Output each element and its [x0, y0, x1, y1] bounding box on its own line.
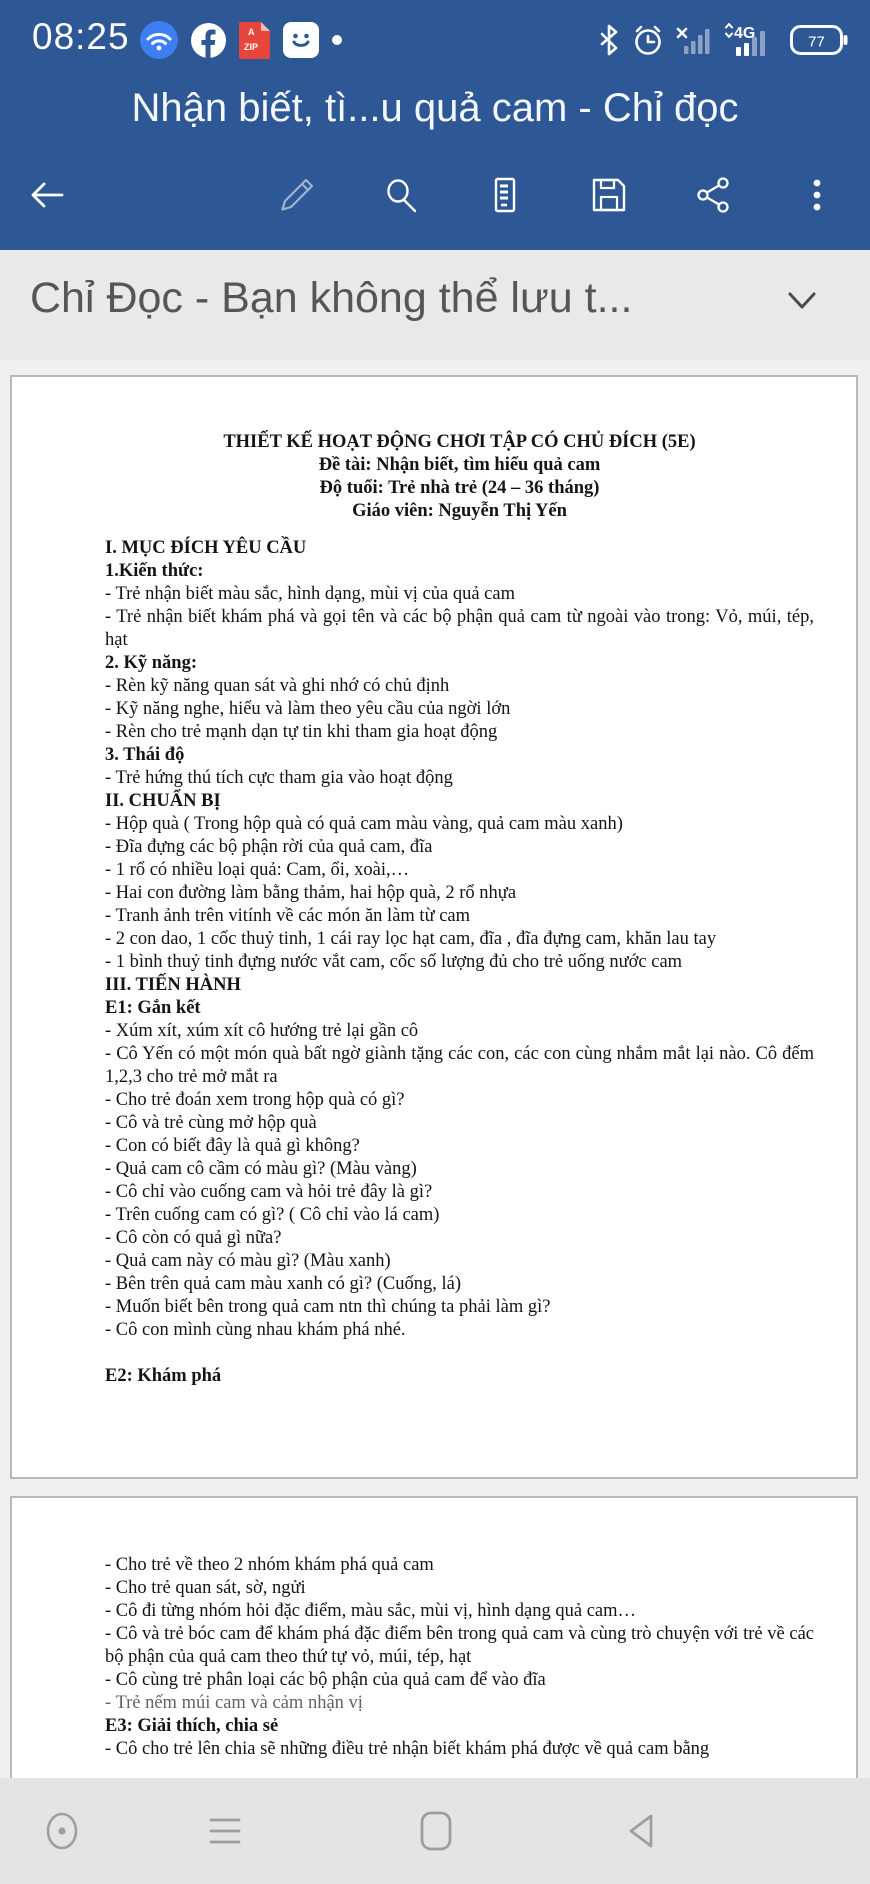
doc-line: - Cô Yến có một món quà bất ngờ giành tặng các con, các con cùng nhắm mắt lại nào. Cô đếm 1,2,3 cho trẻ mở mắt ra [105, 1044, 814, 1087]
battery-percent-label: 77 [808, 33, 825, 51]
mobile-view-button[interactable] [482, 172, 528, 218]
doc-line: - Con có biết đây là quả gì không? [105, 1136, 360, 1156]
banner-expand-button[interactable] [782, 288, 822, 318]
toolbar [0, 152, 870, 238]
doc-line: - Xúm xít, xúm xít cô hướng trẻ lại gần cô [105, 1021, 419, 1041]
home-icon [420, 1809, 452, 1853]
notification-dot-icon [332, 35, 342, 45]
doc-line: - Cho trẻ đoán xem trong hộp quà có gì? [105, 1090, 405, 1110]
doc-line [105, 1342, 814, 1365]
wifi-icon [140, 21, 178, 59]
status-right-icons [598, 22, 848, 58]
doc-line: - Quả cam cô cầm có màu gì? (Màu vàng) [105, 1159, 417, 1179]
screen-capture-button[interactable] [40, 1794, 84, 1868]
recent-apps-icon [205, 1811, 245, 1851]
readonly-banner-text: Chỉ Đọc - Bạn không thể lưu t... [30, 274, 633, 322]
doc-line: E1: Gắn kết [105, 998, 201, 1018]
alarm-clock-icon [632, 24, 664, 56]
doc-line: - Cô cùng trẻ phân loại các bộ phận của quả cam để vào đĩa [105, 1670, 546, 1690]
doc-line: - Trẻ nhận biết khám phá và gọi tên và các bộ phận quả cam từ ngoài vào trong: Vỏ, múi, tép, hạt [105, 607, 814, 650]
overflow-menu-button[interactable] [794, 172, 840, 218]
doc-line: - Cô con mình cùng nhau khám phá nhé. [105, 1320, 406, 1340]
svg-text:A: A [248, 26, 255, 37]
mobile-view-icon [485, 175, 525, 215]
status-left-icons [140, 20, 342, 60]
smiley-app-icon [283, 22, 319, 58]
chevron-down-icon [782, 288, 822, 318]
doc-line: 2. Kỹ năng: [105, 653, 198, 673]
doc-line: - 1 bình thuỷ tinh đựng nước vắt cam, cốc số lượng đủ cho trẻ uống nước cam [105, 952, 683, 972]
document-page-1 [10, 375, 858, 1479]
doc-line: - Đĩa đựng các bộ phận rời của quả cam, đĩa [105, 837, 433, 857]
save-icon [589, 175, 629, 215]
status-time: 08:25 [32, 16, 130, 57]
overflow-menu-icon [810, 175, 824, 215]
doc-line [105, 523, 814, 537]
zip-label: ZIP [244, 41, 259, 52]
doc-line: E3: Giải thích, chia sẻ [105, 1716, 279, 1736]
doc-line: III. TIẾN HÀNH [105, 975, 241, 995]
doc-line: - Cô chỉ vào cuống cam và hỏi trẻ đây là gì? [105, 1182, 433, 1202]
doc-line: - Hai con đường làm bằng thảm, hai hộp quà, 2 rổ nhựa [105, 883, 517, 903]
back-button[interactable] [24, 172, 70, 218]
search-button[interactable] [378, 172, 424, 218]
document-scroll-area[interactable] [0, 360, 870, 1778]
doc-line: - Tranh ảnh trên vitính về các món ăn làm từ cam [105, 906, 471, 926]
search-icon [381, 175, 421, 215]
doc-line: E2: Khám phá [105, 1366, 222, 1386]
doc-line: - Cô cho trẻ lên chia sẽ những điều trẻ nhận biết khám phá được về quả cam bằng [105, 1739, 710, 1759]
doc-line: - Kỹ năng nghe, hiểu và làm theo yêu cầu của ngời lớn [105, 699, 511, 719]
edit-button[interactable] [274, 172, 320, 218]
doc-line: - Cô và trẻ bóc cam để khám phá đặc điểm bên trong quả cam và cùng trò chuyện với trẻ về các bộ phận của quả cam theo thứ tự vỏ, múi, tép, hạt [105, 1624, 814, 1667]
doc-line: - 1 rổ có nhiều loại quả: Cam, ổi, xoài,… [105, 860, 410, 880]
doc-line: Đề tài: Nhận biết, tìm hiểu quả cam [318, 455, 601, 475]
network-type-label: 4G [734, 25, 756, 42]
page-2-content [12, 1498, 856, 1761]
doc-line: - Cô và trẻ cùng mở hộp quà [105, 1113, 317, 1133]
battery-icon [790, 25, 848, 55]
save-button[interactable] [586, 172, 632, 218]
doc-line: - Cho trẻ quan sát, sờ, ngửi [105, 1578, 306, 1598]
back-triangle-icon [623, 1809, 659, 1853]
screen-capture-icon [44, 1809, 80, 1853]
recent-apps-button[interactable] [203, 1794, 247, 1868]
facebook-icon [191, 23, 226, 58]
doc-line: - Bên trên quả cam màu xanh có gì? (Cuống, lá) [105, 1274, 462, 1294]
doc-line: Giáo viên: Nguyễn Thị Yến [352, 501, 567, 521]
zip-file-icon [239, 22, 270, 59]
doc-line: - Rèn kỹ năng quan sát và ghi nhớ có chủ định [105, 676, 450, 696]
share-icon [693, 175, 733, 215]
doc-line: 1.Kiến thức: [105, 561, 204, 581]
back-arrow-icon [26, 174, 68, 216]
page-1-content [12, 377, 856, 1388]
document-title-bar: Nhận biết, tì...u quả cam - Chỉ đọc [131, 86, 739, 130]
bluetooth-icon [598, 24, 620, 56]
readonly-banner[interactable] [0, 250, 870, 360]
share-button[interactable] [690, 172, 736, 218]
doc-line: - Hộp quà ( Trong hộp quà có quả cam màu vàng, quả cam màu xanh) [105, 814, 623, 834]
doc-line: - Trẻ nhận biết màu sắc, hình dạng, mùi vị của quả cam [105, 584, 515, 604]
doc-line: Độ tuổi: Trẻ nhà trẻ (24 – 36 tháng) [319, 478, 600, 498]
signal-4g-icon [722, 23, 778, 57]
doc-line: - Rèn cho trẻ mạnh dạn tự tin khi tham gia hoạt động [105, 722, 498, 742]
back-nav-button[interactable] [619, 1794, 663, 1868]
document-page-2 [10, 1496, 858, 1778]
doc-line: - Trẻ hứng thú tích cực tham gia vào hoạt động [105, 768, 453, 788]
app-header [0, 0, 870, 250]
doc-line: - Trẻ nếm múi cam và cảm nhận vị [105, 1693, 363, 1713]
doc-line: - Cho trẻ về theo 2 nhóm khám phá quả cam [105, 1555, 434, 1575]
doc-line: - Trên cuống cam có gì? ( Cô chỉ vào lá cam) [105, 1205, 440, 1225]
doc-line: I. MỤC ĐÍCH YÊU CẦU [105, 538, 307, 558]
doc-line: - Cô còn có quả gì nữa? [105, 1228, 282, 1248]
doc-line: - 2 con dao, 1 cốc thuỷ tinh, 1 cái ray lọc hạt cam, đĩa , đĩa đựng cam, khăn lau tay [105, 929, 717, 949]
doc-line: - Quả cam này có màu gì? (Màu xanh) [105, 1251, 391, 1271]
android-navbar [0, 1778, 870, 1884]
doc-line: THIẾT KẾ HOẠT ĐỘNG CHƠI TẬP CÓ CHỦ ĐÍCH (5E) [223, 432, 696, 452]
signal-no-sim-icon [676, 24, 710, 56]
doc-line: 3. Thái độ [105, 745, 185, 765]
home-button[interactable] [414, 1794, 458, 1868]
edit-pencil-icon [277, 175, 317, 215]
doc-line: II. CHUẨN BỊ [105, 791, 221, 811]
doc-line: - Cô đi từng nhóm hỏi đặc điểm, màu sắc, mùi vị, hình dạng quả cam… [105, 1601, 637, 1621]
doc-line: - Muốn biết bên trong quả cam ntn thì chúng ta phải làm gì? [105, 1297, 551, 1317]
